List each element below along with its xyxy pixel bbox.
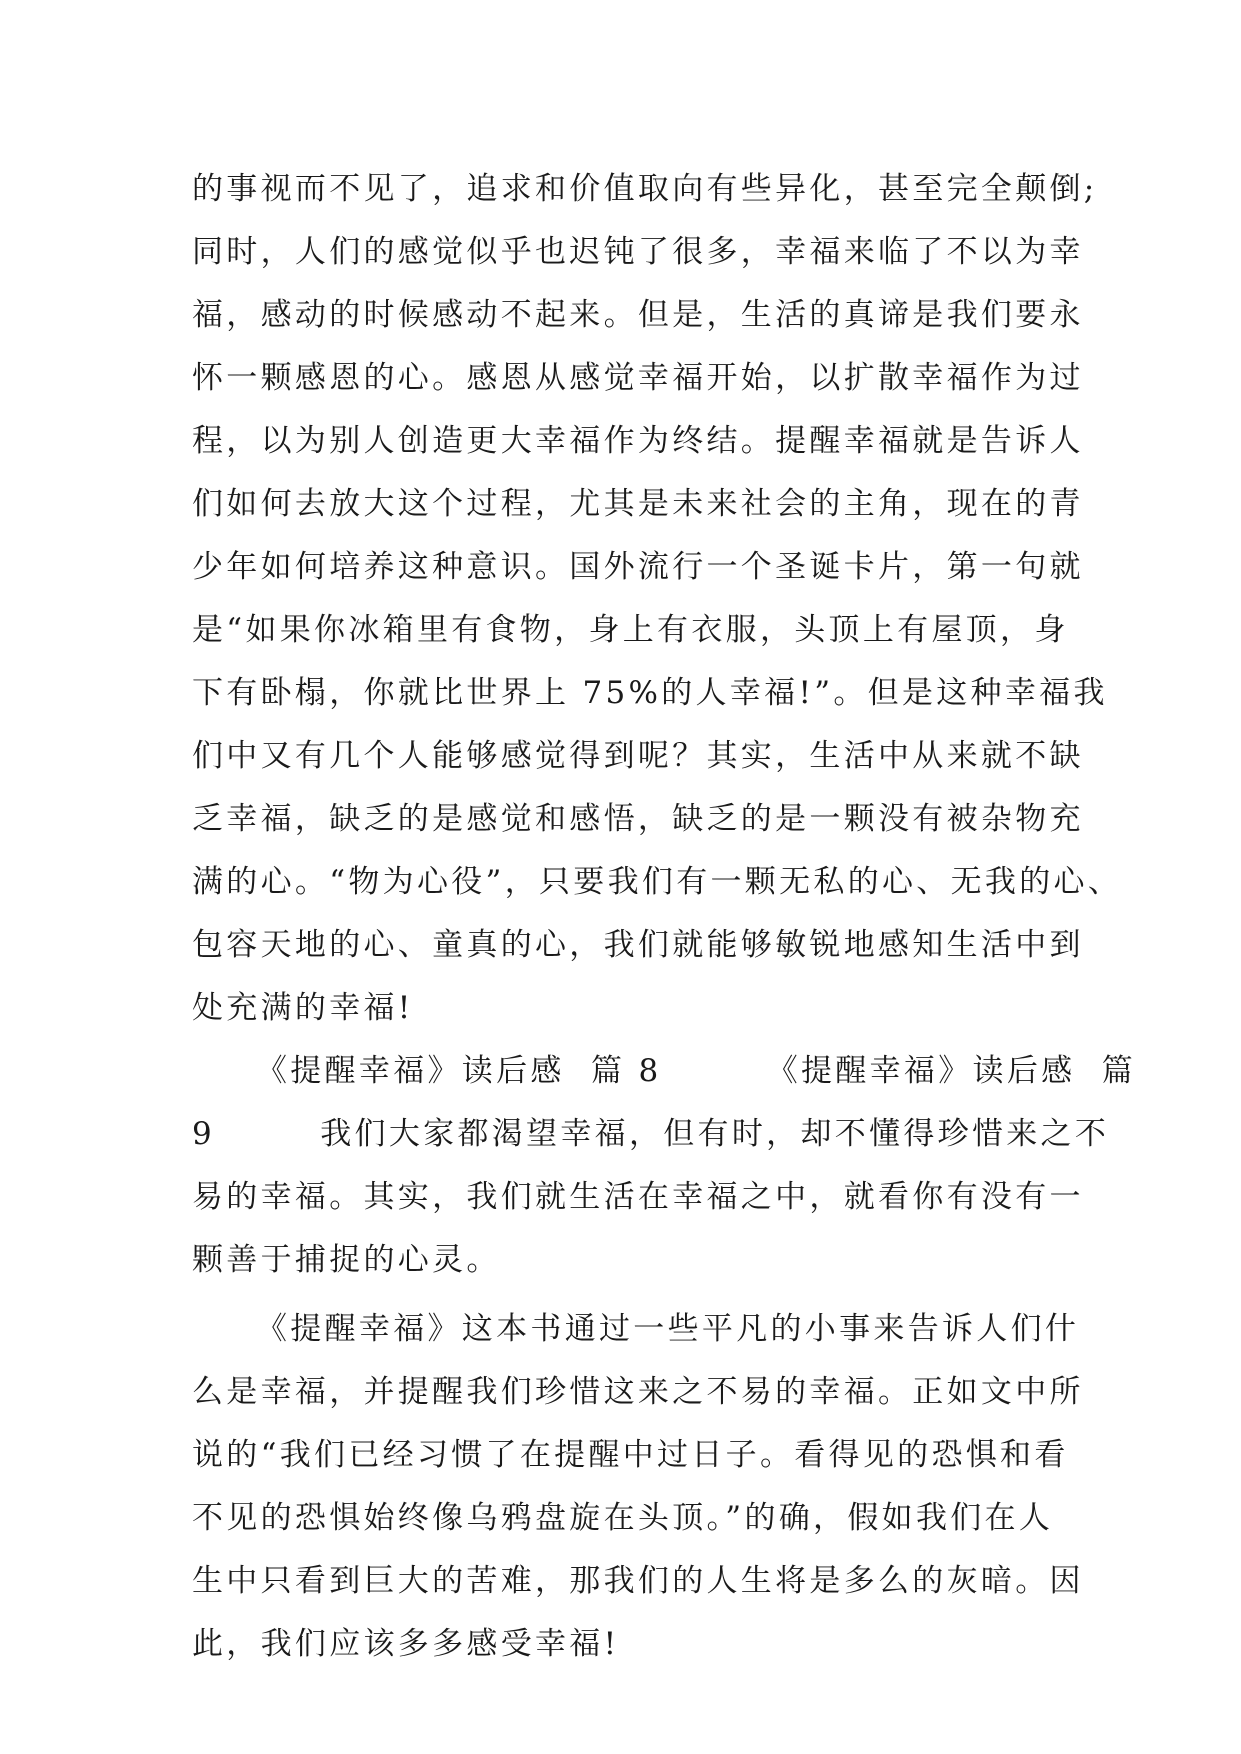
text-line: 下有卧榻，你就比世界上 75%的人幸福!”。但是这种幸福我 [192,675,1108,711]
text-line: 包容天地的心、童真的心，我们就能够敏锐地感知生活中到 [192,927,1084,963]
text-line: 是“如果你冰箱里有食物，身上有衣服，头顶上有屋顶，身 [192,612,1069,648]
text-line: 程，以为别人创造更大幸福作为终结。提醒幸福就是告诉人 [192,423,1084,459]
text-line: 们中又有几个人能够感觉得到呢？其实，生活中从来就不缺 [192,738,1084,774]
text-line: 福，感动的时候感动不起来。但是，生活的真谛是我们要永 [192,297,1084,333]
text-line: 乏幸福，缺乏的是感觉和感悟，缺乏的是一颗没有被杂物充 [192,801,1084,837]
text-line: 满的心。“物为心役”，只要我们有一颗无私的心、无我的心、 [192,864,1123,900]
text-line: 说的“我们已经习惯了在提醒中过日子。看得见的恐惧和看 [192,1437,1069,1473]
text-line: 《提醒幸福》这本书通过一些平凡的小事来告诉人们什 [256,1311,1080,1347]
text-line: 9 我们大家都渴望幸福，但有时，却不懂得珍惜来之不 [192,1116,1110,1152]
section-heading-line: 《提醒幸福》读后感 篇 8 《提醒幸福》读后感 篇 [256,1053,1137,1089]
text-line: 么是幸福，并提醒我们珍惜这来之不易的幸福。正如文中所 [192,1374,1084,1410]
text-line: 少年如何培养这种意识。国外流行一个圣诞卡片，第一句就 [192,549,1084,585]
text-line: 颗善于捕捉的心灵。 [192,1242,501,1278]
body-text [192,158,1137,1676]
text-line: 易的幸福。其实，我们就生活在幸福之中，就看你有没有一 [192,1179,1084,1215]
text-line: 的事视而不见了，追求和价值取向有些异化，甚至完全颠倒; [192,171,1098,207]
text-line: 不见的恐惧始终像乌鸦盘旋在头顶。”的确，假如我们在人 [192,1500,1054,1536]
text-line: 们如何去放大这个过程，尤其是未来社会的主角，现在的青 [192,486,1084,522]
text-line: 处充满的幸福! [192,990,414,1026]
text-line: 同时，人们的感觉似乎也迟钝了很多，幸福来临了不以为幸 [192,234,1084,270]
text-line: 生中只看到巨大的苦难，那我们的人生将是多么的灰暗。因 [192,1563,1084,1599]
text-line: 此，我们应该多多感受幸福! [192,1626,620,1662]
text-line: 怀一颗感恩的心。感恩从感觉幸福开始，以扩散幸福作为过 [192,360,1084,396]
